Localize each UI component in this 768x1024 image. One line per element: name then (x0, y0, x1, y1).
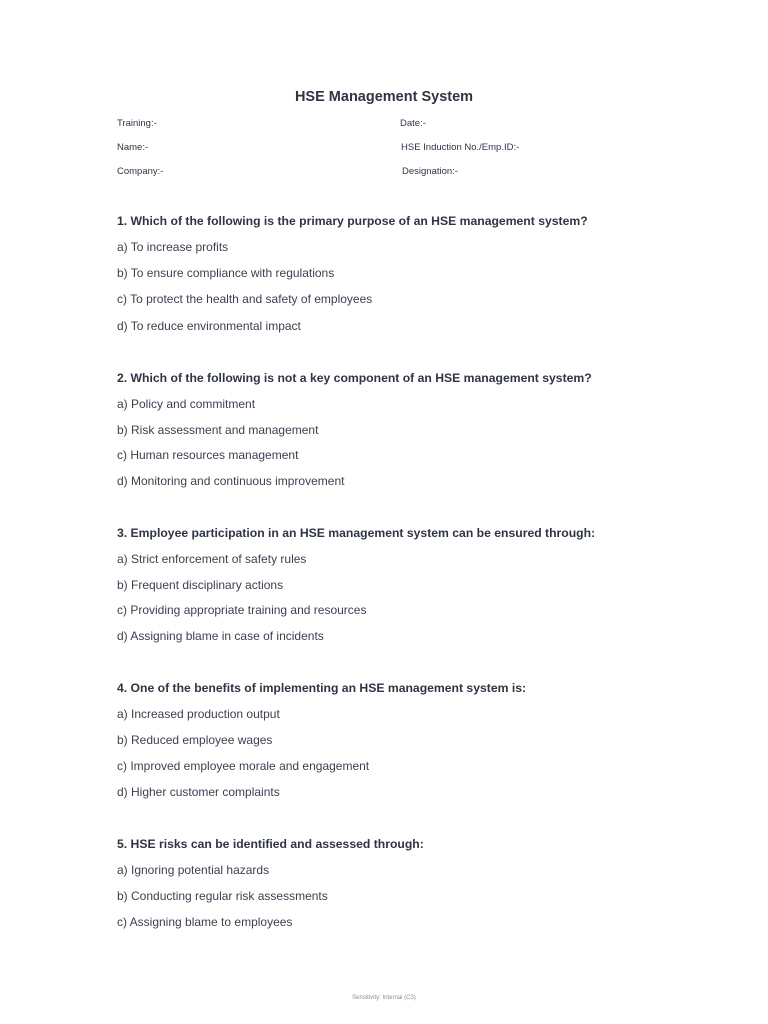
sensitivity-footer: Sensitivity: Internal (C3) (352, 995, 416, 1001)
question-3-option-d: d) Assigning blame in case of incidents (117, 629, 324, 643)
date-field-label: Date:- (400, 118, 426, 129)
question-1-option-b: b) To ensure compliance with regulations (117, 266, 335, 280)
question-5-option-c: c) Assigning blame to employees (117, 915, 293, 929)
designation-field-label: Designation:- (402, 166, 458, 177)
name-field-label: Name:- (117, 142, 149, 153)
question-5-option-b: b) Conducting regular risk assessments (117, 889, 328, 903)
company-field-label: Company:- (117, 166, 164, 177)
question-4-option-c: c) Improved employee morale and engagement (117, 759, 370, 773)
question-4: 4. One of the benefits of implementing an HSE management system is: (117, 681, 527, 695)
question-1-option-a: a) To increase profits (117, 240, 229, 254)
question-1-option-d: d) To reduce environmental impact (117, 319, 301, 333)
question-4-option-d: d) Higher customer complaints (117, 785, 280, 799)
page-title: HSE Management System (294, 89, 474, 105)
question-2-option-b: b) Risk assessment and management (117, 423, 319, 437)
question-3-option-b: b) Frequent disciplinary actions (117, 578, 284, 592)
question-5-option-a: a) Ignoring potential hazards (117, 863, 270, 877)
induction-field-label: HSE Induction No./Emp.ID:- (401, 142, 520, 153)
question-2: 2. Which of the following is not a key component of an HSE management system? (117, 371, 592, 385)
question-2-option-d: d) Monitoring and continuous improvement (117, 474, 345, 488)
question-2-option-a: a) Policy and commitment (117, 397, 256, 411)
question-5: 5. HSE risks can be identified and assessed through: (117, 837, 424, 851)
question-4-option-b: b) Reduced employee wages (117, 733, 273, 747)
question-4-option-a: a) Increased production output (117, 707, 280, 721)
question-3-option-c: c) Providing appropriate training and resources (117, 603, 367, 617)
training-field-label: Training:- (117, 118, 157, 129)
question-1: 1. Which of the following is the primary purpose of an HSE management system? (117, 214, 588, 228)
question-2-option-c: c) Human resources management (117, 448, 299, 462)
question-1-option-c: c) To protect the health and safety of employees (117, 292, 373, 306)
question-3-option-a: a) Strict enforcement of safety rules (117, 552, 307, 566)
question-3: 3. Employee participation in an HSE management system can be ensured through: (117, 526, 596, 540)
